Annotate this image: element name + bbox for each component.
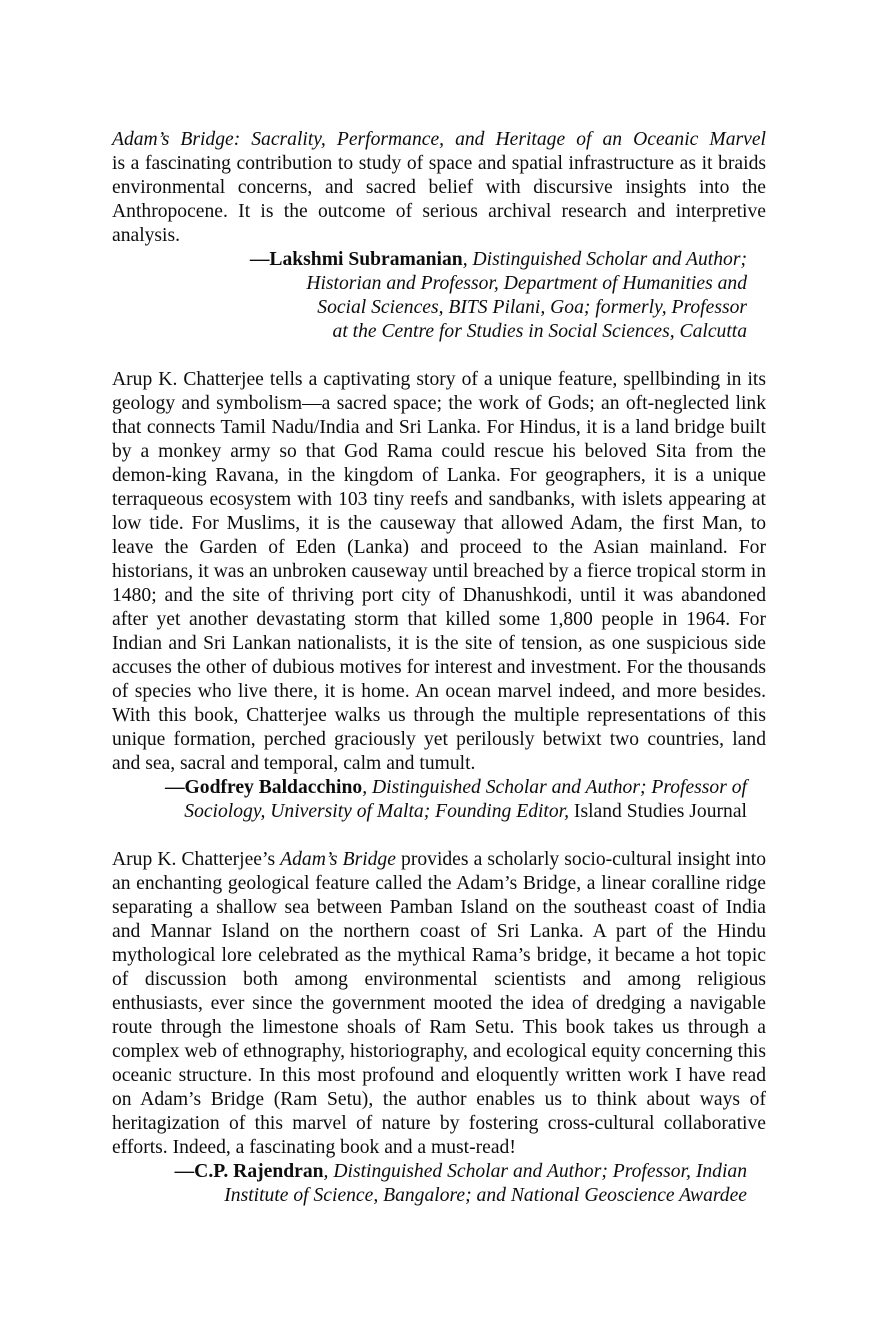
endorsement-2	[112, 368, 766, 824]
endorsement-3-body: provides a scholarly socio-cultural insight into an enchanting geological feature called the Adam’s Bridge, a linear coralline ridge separating a shallow sea between Pamban Island on the southeast coast of India and Mannar Island on the northern coast of Sri Lanka. A part of the Hindu mythological lore celebrated as the mythical Rama’s bridge, it became a hot topic of discussion both among environmental scientists and among religious enthusiasts, ever since the government mooted the idea of dredging a navigable route through the limestone shoals of Ram Setu. This book takes us through a complex web of ethnography, historiography, and ecological equity concerning this oceanic structure. In this most profound and eloquently written work I have read on Adam’s Bridge (Ram Setu), the author enables us to think about ways of heritagization of this marvel of nature by fostering cross-cultural collaborative efforts. Indeed, a fascinating book and a must-read!	[112, 849, 767, 1158]
endorsement-2-body: Arup K. Chatterjee tells a captivating story of a unique feature, spellbinding in its geology and symbolism—a sacred space; the work of Gods; an oft-neglected link that connects Tamil Nadu/India and Sri Lanka. For Hindus, it is a land bridge built by a monkey army so that God Rama could rescue his beloved Sita from the demon-king Ravana, in the kingdom of Lanka. For geographers, it is a unique terraqueous ecosystem with 103 tiny reefs and sandbanks, with islets appearing at low tide. For Muslims, it is the causeway that allowed Adam, the first Man, to leave the Garden of Eden (Lanka) and proceed to the Asian mainland. For historians, it was an unbroken causeway until breached by a fierce tropical storm in 1480; and the site of thriving port city of Dhanushkodi, until it was abandoned after yet another devastating storm that killed some 1,800 people in 1964. For Indian and Sri Lankan nationalists, it is the site of tension, as one suspicious side accuses the other of dubious motives for interest and investment. For the thousands of species who live there, it is home. An ocean marvel indeed, and more besides. With this book, Chatterjee walks us through the multiple representations of this unique formation, perched graciously yet perilously betwixt two countries, land and sea, sacral and temporal, calm and tumult.	[112, 369, 766, 774]
attribution-line: Social Sciences, BITS Pilani, Goa; formerly, Professor	[317, 297, 747, 318]
book-title-italic: Adam’s Bridge: Sacrality, Performance, and Heritage of an Oceanic Marvel	[112, 129, 766, 150]
attribution-line	[112, 800, 747, 824]
endorsement-1-attribution	[112, 248, 766, 344]
endorser-name: —Lakshmi Subramanian	[249, 249, 463, 270]
attribution-line: at the Centre for Studies in Social Sciences, Calcutta	[332, 321, 747, 342]
endorsement-3-attribution	[112, 1160, 766, 1208]
endorsement-3-quote	[112, 848, 766, 1160]
attribution-line: Institute of Science, Bangalore; and National Geoscience Awardee	[224, 1185, 747, 1206]
attribution-line	[112, 1160, 747, 1184]
endorsement-1	[112, 128, 766, 344]
endorser-name: —C.P. Rajendran	[174, 1161, 324, 1182]
attribution-line: Historian and Professor, Department of Humanities and	[306, 273, 747, 294]
book-title-line	[112, 128, 766, 152]
book-title-italic: Adam’s Bridge	[280, 849, 396, 870]
endorsement-1-quote	[112, 128, 766, 248]
endorser-credentials: Sociology, University of Malta; Founding Editor,	[184, 801, 570, 822]
endorser-credentials: , Distinguished Scholar and Author; Professor, Indian	[323, 1161, 747, 1182]
attribution-line	[112, 776, 747, 800]
endorsement-1-body: is a fascinating contribution to study of space and spatial infrastructure as it braids environmental concerns, and sacred belief with discursive insights into the Anthropocene. It is the outcome of serious archival research and interpretive analysis.	[112, 153, 766, 246]
attribution-line	[112, 248, 747, 272]
endorsement-2-attribution	[112, 776, 766, 824]
endorsement-3	[112, 848, 766, 1208]
endorsement-2-quote	[112, 368, 766, 776]
journal-name: Island Studies Journal	[569, 801, 747, 822]
endorser-name: —Godfrey Baldacchino	[164, 777, 363, 798]
endorser-credentials: , Distinguished Scholar and Author; Professor of	[362, 777, 747, 798]
endorser-credentials: , Distinguished Scholar and Author;	[462, 249, 747, 270]
endorsement-3-lead: Arup K. Chatterjee’s	[112, 849, 281, 870]
text-column	[112, 128, 766, 1208]
